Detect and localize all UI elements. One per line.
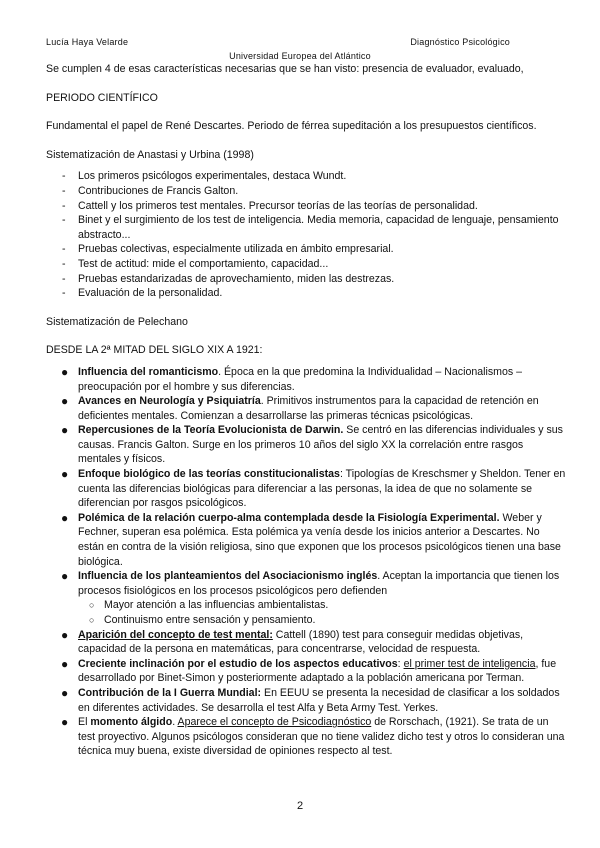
list-item: ● Aparición del concepto de test mental: Cattell (1890) test para conseguir medidas objetivas, capacidad de la persona en matemáticas, para concentrarse, velocidad de respuesta. (61, 627, 524, 656)
bullet-marker: ● (61, 627, 69, 642)
dash-marker: - (62, 199, 66, 212)
header-author: Lucía Haya Velarde (46, 37, 129, 47)
bullet-marker: ● (61, 685, 69, 700)
intro-paragraph: Se cumplen 4 de esas características necesarias que se han visto: presencia de evaluador, evaluado, (46, 63, 524, 75)
header-university: Universidad Europea del Atlántico (229, 51, 371, 61)
dash-marker: - (62, 287, 66, 300)
sub-list-item: ○ Continuismo entre sensación y pensamiento. (89, 614, 316, 626)
bullet-marker: ● (61, 394, 69, 409)
bullet-marker: ● (61, 423, 69, 438)
list-item: - Binet y el surgimiento de los test de inteligencia. Media memoria, capacidad de lenguaje, pensamiento abstracto... (62, 214, 559, 241)
circle-marker: ○ (89, 600, 95, 611)
circle-marker: ○ (89, 615, 95, 625)
dash-marker: - (62, 184, 66, 197)
section-title-periodo: PERIODO CIENTÍFICO (46, 91, 158, 104)
list-item: - Contribuciones de Francis Galton. (62, 184, 239, 197)
list-item: ● Contribución de la I Guerra Mundial: En EEUU se presenta la necesidad de clasificar a los soldados en diferentes actividades. Se desarrolla el test Alfa y Beta Army Test. Yerkes. (61, 685, 560, 714)
section-title-anastasi: Sistematización de Anastasi y Urbina (1998) (46, 148, 254, 161)
list-item: - Cattell y los primeros test mentales. Precursor teorías de las teorías de personalidad. (62, 199, 478, 212)
list-item: ● Avances en Neurología y Psiquiatría. Primitivos instrumentos para la capacidad de retención en deficientes mentales. Comienzan a desarrollarse las primeras técnicas psicológicas. (61, 394, 539, 422)
list-item: - Evaluación de la personalidad. (62, 287, 223, 300)
bullet-marker: ● (61, 569, 69, 584)
pelechano-list (46, 365, 566, 759)
list-item: ● Repercusiones de la Teoría Evolucionista de Darwin. Se centró en las diferencias individuales y sus causas. Francis Galton. Surge en los primeros 10 años del siglo XX la correlación entre rasgos mentales y físicos. (61, 423, 563, 466)
anastasi-list (46, 169, 566, 300)
dash-marker: - (62, 214, 66, 227)
dash-marker: - (62, 257, 66, 270)
list-item: ● Influencia del romanticismo. Época en la que predomina la Individualidad – Nacionalismos – preocupación por el hombre y sus diferencias. (61, 364, 522, 393)
sub-list-item: ○ Mayor atención a las influencias ambientalistas. (89, 599, 329, 612)
dash-marker: - (62, 272, 66, 285)
section-title-desde: DESDE LA 2ª MITAD DEL SIGLO XIX A 1921: (46, 344, 263, 357)
dash-marker: - (62, 243, 66, 256)
list-item: ● Enfoque biológico de las teorías constitucionalistas: Tipologías de Kreschsmer y Sheldon. Tener en cuenta las diferencias biológicas para diferenciar a las personas, la idea de que no solamente se diferencian por rasgos psicológicos. (61, 467, 566, 510)
list-item: - Pruebas estandarizadas de aprovechamiento, miden las destrezas. (62, 272, 395, 285)
header-subject: Diagnóstico Psicológico (410, 37, 510, 47)
list-item: ● Polémica de la relación cuerpo-alma contemplada desde la Fisiología Experimental. Weber y Fechner, superan esa polémica. Esta polémica ya venía desde los inicios anterior a Descartes. No están en contra de la visión religiosa, sino que exponen que los procesos psicológicos tienen una base biológica. (61, 510, 561, 568)
underlined-phrase: el primer test de inteligencia (403, 657, 536, 670)
list-item: - Los primeros psicólogos experimentales, destaca Wundt. (62, 170, 347, 183)
list-item: - Pruebas colectivas, especialmente utilizada en ámbito empresarial. (62, 243, 394, 256)
list-item: - Test de actitud: mide el comportamiento, capacidad... (62, 257, 329, 270)
descartes-paragraph: Fundamental el papel de René Descartes. Periodo de férrea supeditación a los presupuestos científicos. (46, 120, 537, 133)
section-title-pelechano: Sistematización de Pelechano (46, 315, 188, 328)
underlined-phrase: Aparece el concepto de Psicodiagnóstico (177, 716, 372, 729)
document-body (46, 62, 566, 759)
list-item: ● Creciente inclinación por el estudio de los aspectos educativos: el primer test de inteligencia, fue desarrollado por Binet-Simon y posteriormente adaptado a la población americana por Terman. (61, 656, 557, 685)
bullet-marker: ● (61, 715, 69, 730)
bullet-marker: ● (61, 364, 69, 379)
list-item: ● Influencia de los planteamientos del Asociacionismo inglés. Aceptan la importancia que tienen los procesos fisiológicos en los procesos psicológicos pero defienden ○ Mayor atención a las influencias ambientalistas. ○ Continuismo entre sensación y pensamiento. (46, 569, 566, 627)
bullet-marker: ● (61, 510, 69, 525)
sub-list (46, 598, 566, 627)
bullet-marker: ● (61, 467, 69, 482)
page-number: 2 (296, 800, 304, 812)
list-item: ● El momento álgido. Aparece el concepto de Psicodiagnóstico de Rorschach, (1921). Se trata de un test proyectivo. Algunos psicólogos consideran que no tiene validez dicho test y otros lo consideran una técnica muy buena, existe diversidad de opiniones respecto al test. (61, 715, 565, 758)
bullet-marker: ● (61, 656, 69, 671)
dash-marker: - (62, 170, 66, 183)
